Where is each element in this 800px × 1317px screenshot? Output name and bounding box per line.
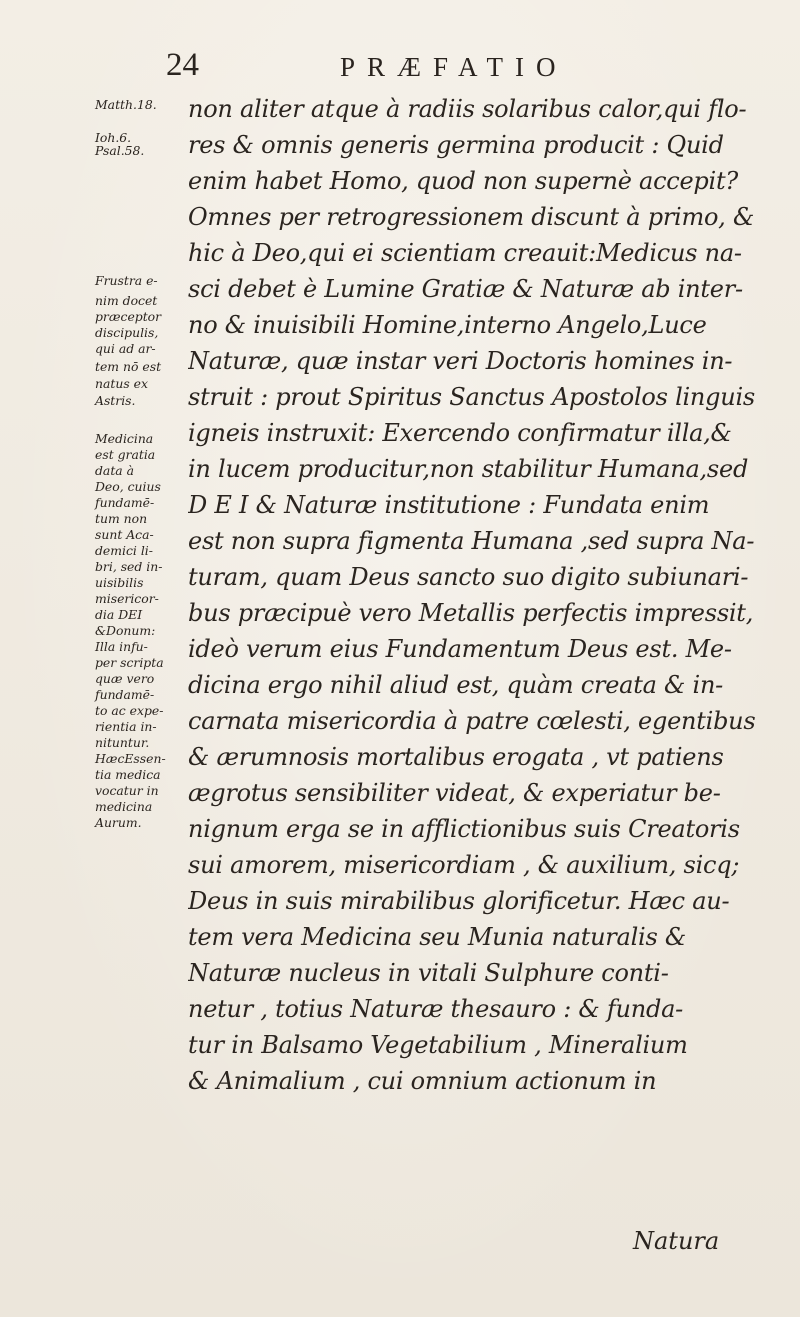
text-line: sci debet è Lumine Gratiæ & Naturæ ab inter- <box>188 275 743 303</box>
text-line: tur in Balsamo Vegetabilium , Mineralium <box>188 1031 688 1059</box>
margin-note: natus ex <box>95 376 148 391</box>
text-line: D E I & Naturæ institutione : Fundata enim <box>188 491 710 519</box>
margin-note: data à <box>95 463 135 478</box>
text-line: non aliter atque à radiis solaribus calor,qui flo- <box>188 95 747 123</box>
text-line: & ærumnosis mortalibus erogata , vt patiens <box>188 743 724 771</box>
margin-note: est gratia <box>95 447 156 462</box>
margin-note: bri, sed in- <box>95 559 163 574</box>
margin-note: rientia in- <box>95 719 157 734</box>
margin-note: Medicina <box>95 431 154 446</box>
text-line: Naturæ nucleus in vitali Sulphure conti- <box>188 959 669 987</box>
margin-note: Deo, cuius <box>95 479 161 494</box>
margin-note: Astris. <box>95 393 136 408</box>
margin-note: discipulis, <box>95 325 159 340</box>
margin-note: misericor- <box>95 591 159 606</box>
margin-note: demici li- <box>95 543 153 558</box>
margin-note: fundamē- <box>95 495 155 510</box>
margin-note: Ioh.6. <box>95 130 132 145</box>
text-line: nignum erga se in afflictionibus suis Creatoris <box>188 815 740 843</box>
page-number: 24 <box>166 47 199 83</box>
margin-note: Frustra e- <box>95 273 158 288</box>
text-line: netur , totius Naturæ thesauro : & funda- <box>188 995 683 1023</box>
running-header-title: PRÆFATIO <box>340 52 568 82</box>
text-line: turam, quam Deus sancto suo digito subiunari- <box>188 563 749 591</box>
text-line: carnata misericordia à patre cœlesti, egentibus <box>188 707 756 735</box>
text-line: ægrotus sensibiliter videat, & experiatur be- <box>188 779 721 807</box>
margin-note: per scripta <box>95 655 164 670</box>
text-line: Omnes per retrogressionem discunt à primo, & <box>188 203 755 231</box>
text-line: sui amorem, misericordiam , & auxilium, sicq; <box>188 851 740 879</box>
margin-note: nituntur. <box>95 735 150 750</box>
margin-note: tem nō est <box>95 359 162 374</box>
text-line: hic à Deo,qui ei scientiam creauit:Medicus na- <box>188 239 742 267</box>
margin-note: nim docet <box>95 293 158 308</box>
margin-note: to ac expe- <box>95 703 164 718</box>
margin-note: fundamē- <box>95 687 155 702</box>
text-line: Deus in suis mirabilibus glorificetur. Hæc au- <box>188 887 730 915</box>
text-line: dicina ergo nihil aliud est, quàm creata & in- <box>188 671 724 699</box>
text-line: enim habet Homo, quod non supernè accepit? <box>188 167 738 195</box>
text-line: struit : prout Spiritus Sanctus Apostolos linguis <box>188 383 755 411</box>
text-line: bus præcipuè vero Metallis perfectis impressit, <box>188 599 754 627</box>
text-line: igneis instruxit: Exercendo confirmatur illa,& <box>188 419 732 447</box>
text-line: & Animalium , cui omnium actionum in <box>188 1067 657 1095</box>
margin-note: sunt Aca- <box>95 527 154 542</box>
catchword: Natura <box>633 1227 720 1255</box>
text-line: in lucem producitur,non stabilitur Humana,sed <box>188 455 749 483</box>
margin-note: Psal.58. <box>95 143 145 158</box>
text-line: Naturæ, quæ instar veri Doctoris homines in- <box>188 347 733 375</box>
margin-note: medicina <box>95 799 153 814</box>
text-line: tem vera Medicina seu Munia naturalis & <box>188 923 686 951</box>
margin-note: qui ad ar- <box>95 341 156 356</box>
margin-note: dia DEI <box>95 607 143 622</box>
margin-note: tum non <box>95 511 148 526</box>
text-line: est non supra figmenta Humana ,sed supra Na- <box>188 527 755 555</box>
margin-note: quæ vero <box>95 671 155 686</box>
margin-note: Illa infu- <box>95 639 148 654</box>
margin-note: vocatur in <box>95 783 159 798</box>
text-line: res & omnis generis germina producit : Quid <box>188 131 724 159</box>
margin-note: &Donum: <box>95 623 156 638</box>
margin-note: uisibilis <box>95 575 144 590</box>
margin-note: Aurum. <box>95 815 142 830</box>
margin-note: tia medica <box>95 767 161 782</box>
margin-note: Matth.18. <box>95 97 157 112</box>
text-line: ideò verum eius Fundamentum Deus est. Me- <box>188 635 732 663</box>
text-line: no & inuisibili Homine,interno Angelo,Luce <box>188 311 707 339</box>
margin-note: præceptor <box>95 309 162 324</box>
margin-note: HæcEssen- <box>95 751 166 766</box>
